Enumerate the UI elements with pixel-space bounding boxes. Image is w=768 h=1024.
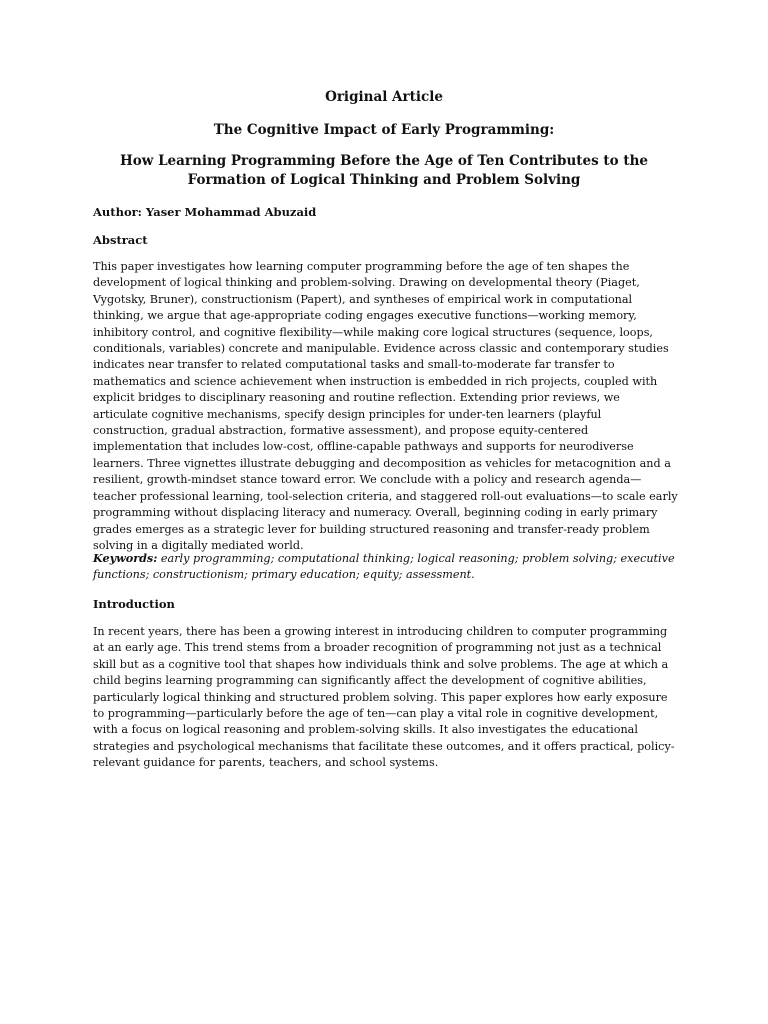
introduction-heading: Introduction — [93, 597, 175, 611]
article-type: Original Article — [325, 89, 443, 105]
abstract-text: This paper investigates how learning computer programming before the age of ten shapes the development of logical thinking and problem-solving. Drawing on developmental theory (Piaget, Vygotsky, Bruner), constructionism (Papert), and syntheses of empirical work in computational thinking, we argue that age-appropriate coding engages executive functions—working memory, inhibitory control, and cognitive flexibility—while making core logical structures (sequence, loops, conditionals, variables) concrete and manipulable. Evidence across classic and contemporary studies indicates near transfer to related computational tasks and small-to-moderate far transfer to mathematics and science achievement when instruction is embedded in rich projects, coupled with explicit bridges to disciplinary reasoning and routine reflection. Extending prior reviews, we articulate cognitive mechanisms, specify design principles for under-ten learners (playful construction, gradual abstraction, formative assessment), and propose equity-centered implementation that includes low-cost, offline-capable pathways and supports for neurodiverse learners. Three vignettes illustrate debugging and decomposition as vehicles for metacognition and a resilient, growth-mindset stance toward error. We conclude with a policy and research agenda—teacher professional learning, tool-selection criteria, and staggered roll-out evaluations—to scale early programming without displacing literacy and numeracy. Overall, beginning coding in early primary grades emerges as a strategic lever for building structured reasoning and transfer-ready problem solving in a digitally mediated world. — [93, 260, 678, 552]
paper-subtitle: How Learning Programming Before the Age of Ten Contributes to the Formation of Logical Thinking and Problem Solving — [119, 153, 648, 188]
keywords-text: early programming; computational thinking; logical reasoning; problem solving; executive functions; constructionism; primary education; equity; assessment. — [93, 552, 675, 582]
introduction-text: In recent years, there has been a growing interest in introducing children to computer programming at an early age. This trend stems from a broader recognition of programming not just as a technical skill but as a cognitive tool that shapes how individuals think and solve problems. The age at which a child begins learning programming can significantly affect the development of cognitive abilities, particularly logical thinking and structured problem solving. This paper explores how early exposure to programming—particularly before the age of ten—can play a vital role in cognitive development, with a focus on logical reasoning and problem-solving skills. It also investigates the educational strategies and psychological mechanisms that facilitate these outcomes, and it offers practical, policy-relevant guidance for parents, teachers, and school systems. — [93, 625, 675, 770]
keywords-label: Keywords: — [93, 551, 158, 565]
abstract-heading: Abstract — [93, 233, 148, 247]
keywords — [93, 550, 678, 584]
author-line: Author: Yaser Mohammad Abuzaid — [93, 205, 317, 219]
paper-title: The Cognitive Impact of Early Programming: — [213, 122, 555, 138]
